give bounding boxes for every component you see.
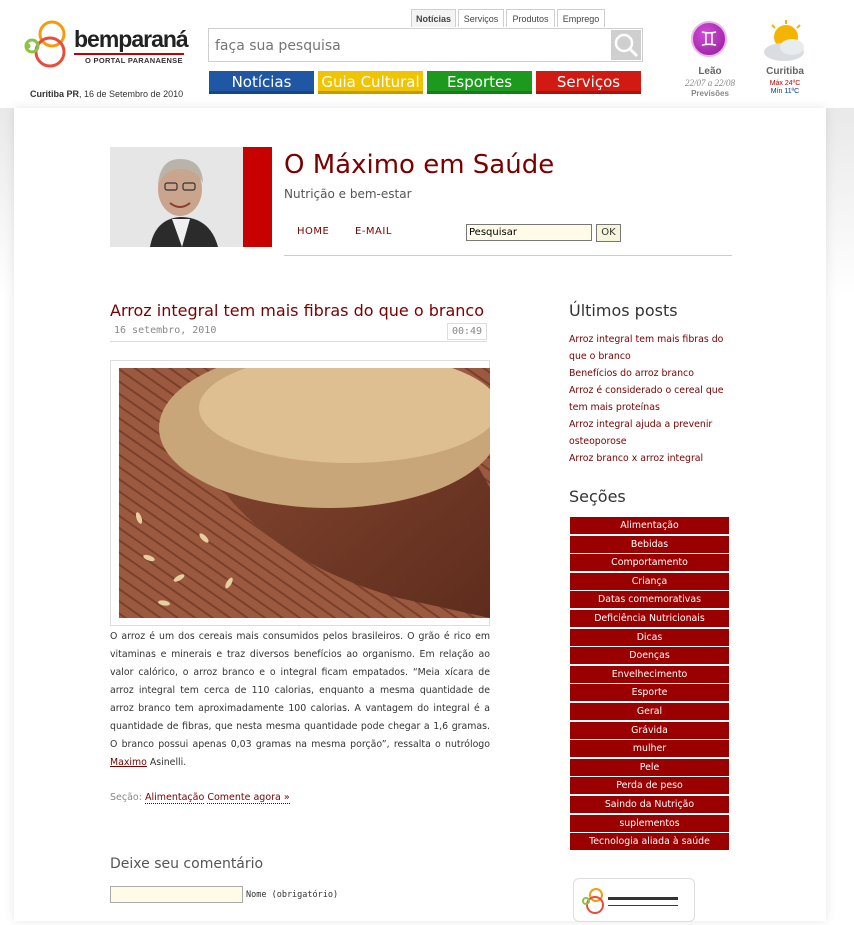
horoscope-dates: 22/07 a 22/08 [684,78,735,88]
top-tab-produtos[interactable]: Produtos [506,9,555,27]
portal-search-input[interactable] [213,32,612,60]
top-tab-servicos[interactable]: Serviços [458,9,504,27]
author-link[interactable]: Maximo [110,757,147,768]
post-meta-divider [110,341,487,342]
logo-rule [74,53,184,55]
section-item[interactable]: Saindo da Nutrição [570,796,729,813]
nav-divider [284,255,732,256]
nav-guia-cultural[interactable]: Guia Cultural [318,71,423,94]
blog-search-input[interactable] [466,224,592,241]
author-portrait-icon [110,147,244,247]
section-item[interactable]: Criança [570,573,729,590]
search-icon [611,30,641,60]
section-link[interactable]: Alimentação [144,792,205,803]
author-photo [110,147,244,247]
recent-post-item[interactable]: Benefícios do arroz branco [569,368,694,379]
top-tab-emprego[interactable]: Emprego [557,9,605,27]
section-item[interactable]: Doenças [570,647,729,664]
header-accent-bar [243,147,272,247]
post-time: 00:49 [447,323,487,340]
section-item[interactable]: Pele [570,759,729,776]
leo-sign-icon[interactable]: ♊ [691,21,727,57]
date: , 16 de Setembro de 2010 [79,89,184,99]
logo-tagline: O PORTAL PARANAENSE [85,56,183,65]
post-title[interactable]: Arroz integral tem mais fibras do que o branco [110,301,484,320]
comment-title: Deixe seu comentário [110,856,264,872]
nav-esportes[interactable]: Esportes [427,71,532,94]
section-item[interactable]: Esporte [570,684,729,701]
section-item[interactable]: Dicas [570,629,729,646]
rice-spoon-image-icon [119,368,490,618]
top-tab-noticias[interactable]: Notícias [411,9,456,27]
section-item[interactable]: Datas comemorativas [570,591,729,608]
post-body-end: Asinelli. [146,757,187,768]
recent-post-item[interactable]: Arroz integral ajuda a prevenir osteoporose [569,419,713,447]
section-item[interactable]: Deficiência Nutricionais [570,610,729,627]
section-item[interactable]: Bebidas [570,536,729,553]
section-item[interactable]: mulher [570,740,729,757]
portal-search-button[interactable] [611,30,641,60]
recent-post-item[interactable]: Arroz é considerado o cereal que tem mais proteínas [569,385,724,413]
section-item[interactable]: Geral [570,703,729,720]
location-date [30,89,183,99]
horoscope-sign[interactable]: Leão [698,66,722,77]
recent-posts-list [569,331,729,467]
nav-noticias[interactable]: Notícias [209,71,314,94]
comment-now-link[interactable]: Comente agora » [207,792,290,803]
section-item[interactable]: Perda de peso [570,777,729,794]
bemparana-logo-icon[interactable] [22,16,78,72]
section-item[interactable]: suplementos [570,815,729,832]
comment-name-input[interactable] [110,886,243,903]
nav-home[interactable]: HOME [297,226,330,237]
horoscope-link[interactable]: Previsões [691,89,729,98]
blog-search-button[interactable]: OK [596,224,621,242]
recent-post-item[interactable]: Arroz branco x arroz integral [569,453,704,464]
location: Curitiba PR [30,89,80,99]
post-image [119,368,490,618]
partly-cloudy-icon [760,20,810,64]
blog-title[interactable]: O Máximo em Saúde [284,150,555,180]
section-item[interactable]: Grávida [570,722,729,739]
sections-list [570,517,729,852]
post-body [110,628,490,772]
bemparana-badge-icon [574,879,694,921]
section-item[interactable]: Alimentação [570,517,729,534]
post-body-text: O arroz é um dos cereais mais consumidos pelos brasileiros. O grão é rico em vitaminas e minerais e traz diversos benefícios ao organismo. Em relação ao valor calórico, o arroz branco e o integral ficam empatados. “Meia xícara de arroz integral tem cerca de 110 calorias, enquanto a mesma quantidade de arroz branco tem aproximadamente 100 calorias. A vantagem do integral é a quantidade de fibras, que nesta mesma quantidade pode chegar a 1,6 gramas. O branco possui apenas 0,03 gramas na mesma porção”, ressalta o nutrólogo [110,631,490,750]
post-section-line [110,792,290,803]
recent-posts-title: Últimos posts [569,301,678,320]
logo-text[interactable]: bemparaná [74,26,188,52]
weather-min: Mín 11ºC [770,88,800,95]
sidebar-bemparana-badge[interactable] [573,878,695,922]
post-date: 16 setembro, 2010 [114,325,217,336]
weather-city[interactable]: Curitiba [766,66,804,77]
weather-max: Máx 24ºC [769,80,801,87]
section-item[interactable]: Envelhecimento [570,666,729,683]
section-item[interactable]: Tecnologia aliada à saúde [570,833,729,850]
nav-email[interactable]: E-MAIL [355,226,392,237]
recent-post-item[interactable]: Arroz integral tem mais fibras do que o branco [569,334,724,362]
section-item[interactable]: Comportamento [570,554,729,571]
sections-title: Seções [569,487,626,506]
section-label: Seção: [110,792,142,803]
portal-search-box [208,28,643,62]
blog-subtitle: Nutrição e bem-estar [284,187,412,201]
nav-servicos[interactable]: Serviços [536,71,641,94]
comment-name-label: Nome (obrigatório) [246,890,339,900]
